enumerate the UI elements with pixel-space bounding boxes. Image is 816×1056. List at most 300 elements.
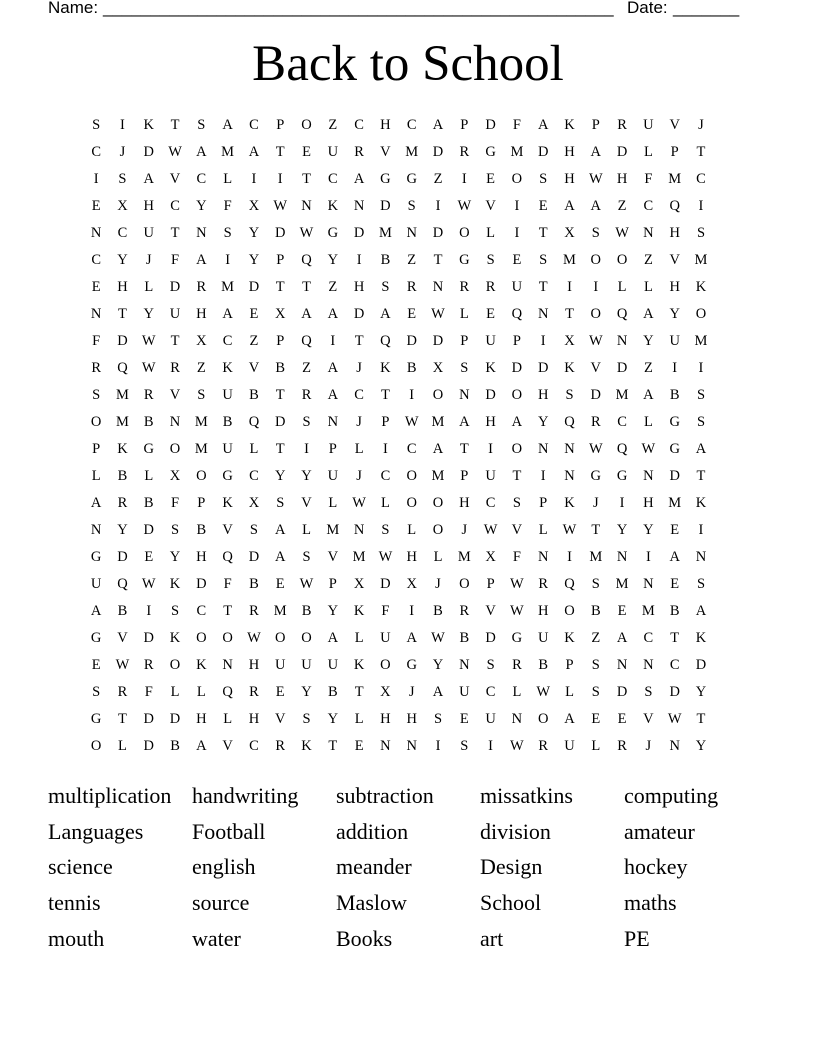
grid-letter: J — [408, 684, 415, 700]
grid-letter: S — [512, 495, 521, 511]
grid-letter: Q — [616, 441, 628, 457]
grid-letter: Q — [564, 414, 575, 430]
grid-letter: K — [169, 576, 181, 592]
grid-letter: D — [196, 576, 207, 592]
grid-letter: Y — [196, 198, 207, 214]
grid-letter: G — [327, 225, 339, 241]
grid-letter: U — [327, 468, 339, 484]
grid-letter: I — [514, 198, 520, 214]
grid-letter: C — [91, 252, 101, 268]
grid-letter: Y — [643, 522, 654, 538]
grid-letter: T — [118, 711, 127, 727]
grid-letter: A — [695, 603, 707, 619]
grid-letter: D — [274, 225, 286, 241]
grid-letter: W — [641, 441, 656, 457]
grid-letter: Q — [380, 333, 391, 349]
grid-letter: S — [696, 576, 706, 592]
grid-letter: E — [486, 171, 496, 187]
grid-letter: G — [90, 549, 102, 565]
grid-letter: U — [169, 306, 181, 322]
grid-letter: O — [432, 495, 444, 511]
grid-letter: O — [196, 468, 207, 484]
grid-letter: O — [616, 252, 628, 268]
grid-letter: B — [301, 603, 312, 619]
grid-letter: V — [511, 522, 523, 538]
grid-letter: N — [537, 441, 549, 457]
grid-letter: A — [695, 441, 707, 457]
grid-letter: Z — [643, 360, 653, 376]
grid-letter: W — [299, 576, 314, 592]
grid-letter: X — [406, 576, 417, 592]
grid-letter: A — [643, 387, 654, 403]
grid-letter: B — [196, 522, 207, 538]
grid-letter: B — [222, 414, 233, 430]
grid-letter: R — [117, 495, 128, 511]
grid-letter: T — [670, 630, 680, 646]
grid-letter: E — [144, 549, 154, 565]
grid-letter: Z — [407, 252, 417, 268]
grid-letter: L — [407, 522, 417, 538]
grid-letter: K — [564, 360, 575, 376]
grid-letter: W — [536, 684, 551, 700]
grid-letter: O — [301, 630, 312, 646]
grid-letter: T — [696, 144, 706, 160]
grid-letter: D — [695, 657, 707, 673]
grid-letter: P — [197, 495, 206, 511]
word-bank-item: subtraction — [336, 783, 434, 809]
grid-letter: A — [406, 630, 417, 646]
grid-letter: S — [591, 225, 600, 241]
grid-letter: H — [669, 279, 680, 295]
grid-letter: M — [273, 603, 287, 619]
grid-letter: O — [432, 387, 444, 403]
grid-letter: I — [435, 198, 441, 214]
grid-letter: D — [432, 144, 444, 160]
grid-letter: A — [196, 738, 207, 754]
grid-letter: C — [249, 117, 259, 133]
grid-letter: N — [616, 333, 628, 349]
grid-letter: M — [694, 333, 708, 349]
grid-letter: D — [117, 333, 128, 349]
grid-letter: A — [143, 171, 154, 187]
grid-letter: S — [302, 549, 311, 565]
grid-row — [83, 112, 714, 139]
grid-letter: P — [276, 252, 285, 268]
grid-letter: I — [567, 279, 572, 295]
grid-letter: I — [304, 441, 309, 457]
grid-letter: Y — [117, 522, 128, 538]
grid-letter: C — [91, 144, 101, 160]
grid-letter: D — [432, 225, 444, 241]
grid-letter: T — [459, 441, 469, 457]
grid-letter: N — [459, 387, 470, 403]
grid-letter: M — [194, 414, 208, 430]
grid-letter: B — [170, 738, 180, 754]
grid-letter: J — [356, 360, 362, 376]
grid-letter: H — [248, 657, 260, 673]
grid-letter: D — [669, 468, 680, 484]
grid-letter: N — [511, 711, 523, 727]
grid-letter: I — [251, 171, 257, 187]
grid-letter: K — [695, 630, 707, 646]
grid-letter: C — [380, 468, 391, 484]
grid-letter: T — [275, 441, 285, 457]
grid-letter: E — [302, 144, 311, 160]
grid-letter: Z — [196, 360, 206, 376]
grid-letter: N — [222, 657, 233, 673]
grid-letter: R — [275, 738, 286, 754]
grid-letter: D — [117, 549, 128, 565]
grid-letter: A — [432, 117, 444, 133]
grid-letter: O — [169, 441, 181, 457]
grid-letter: L — [643, 414, 653, 430]
word-bank-item: science — [48, 854, 113, 880]
grid-letter: T — [433, 252, 443, 268]
grid-letter: I — [567, 549, 572, 565]
grid-letter: Q — [669, 198, 680, 214]
grid-letter: I — [93, 171, 99, 187]
grid-letter: S — [118, 171, 127, 187]
grid-letter: A — [459, 414, 470, 430]
grid-letter: P — [276, 117, 285, 133]
grid-letter: F — [144, 684, 153, 700]
grid-letter: V — [117, 630, 128, 646]
grid-letter: T — [354, 333, 364, 349]
grid-letter: N — [643, 576, 654, 592]
grid-letter: G — [380, 171, 391, 187]
grid-letter: K — [564, 495, 575, 511]
grid-letter: R — [459, 603, 470, 619]
grid-letter: M — [326, 522, 340, 538]
grid-letter: W — [141, 360, 156, 376]
grid-letter: R — [538, 738, 549, 754]
grid-letter: G — [485, 144, 496, 160]
grid-letter: B — [406, 360, 417, 376]
grid-letter: G — [590, 468, 602, 484]
grid-letter: P — [92, 441, 101, 457]
grid-row — [83, 652, 714, 679]
grid-letter: O — [222, 630, 233, 646]
grid-letter: D — [616, 684, 628, 700]
grid-letter: W — [273, 198, 288, 214]
grid-letter: Y — [695, 738, 707, 754]
grid-letter: Q — [511, 306, 523, 322]
grid-row — [83, 247, 714, 274]
grid-letter: D — [169, 279, 181, 295]
grid-letter: G — [406, 171, 417, 187]
grid-letter: H — [380, 117, 391, 133]
grid-letter: R — [354, 144, 364, 160]
grid-letter: A — [327, 630, 339, 646]
grid-letter: L — [223, 711, 233, 727]
grid-letter: T — [538, 225, 548, 241]
grid-letter: S — [591, 657, 600, 673]
grid-letter: N — [643, 657, 654, 673]
grid-letter: G — [669, 441, 680, 457]
grid-letter: J — [145, 252, 152, 268]
word-bank-row — [48, 920, 768, 956]
grid-letter: R — [143, 387, 154, 403]
grid-letter: R — [91, 360, 101, 376]
grid-letter: I — [540, 333, 546, 349]
grid-letter: S — [460, 360, 469, 376]
grid-letter: V — [274, 711, 286, 727]
grid-letter: P — [460, 117, 469, 133]
grid-letter: Y — [301, 684, 312, 700]
grid-letter: N — [643, 225, 654, 241]
grid-letter: L — [354, 711, 364, 727]
grid-letter: O — [169, 657, 181, 673]
grid-letter: O — [274, 630, 286, 646]
grid-letter: K — [117, 441, 128, 457]
grid-letter: Y — [327, 603, 339, 619]
grid-letter: W — [588, 333, 603, 349]
grid-letter: G — [90, 711, 102, 727]
grid-letter: I — [488, 441, 494, 457]
grid-letter: V — [301, 495, 312, 511]
grid-letter: B — [669, 387, 680, 403]
grid-letter: E — [249, 306, 259, 322]
word-bank-item: hockey — [624, 854, 688, 880]
grid-letter: U — [669, 333, 680, 349]
grid-letter: T — [275, 387, 285, 403]
grid-letter: N — [380, 738, 391, 754]
grid-letter: H — [196, 549, 207, 565]
grid-letter: M — [615, 576, 629, 592]
grid-letter: K — [196, 657, 207, 673]
grid-letter: A — [274, 549, 286, 565]
grid-letter: C — [117, 225, 128, 241]
grid-letter: S — [381, 279, 390, 295]
grid-letter: L — [459, 306, 469, 322]
grid-letter: L — [565, 684, 574, 700]
grid-letter: V — [169, 387, 181, 403]
grid-letter: L — [617, 279, 627, 295]
grid-letter: N — [432, 279, 444, 295]
grid-letter: Q — [616, 306, 628, 322]
grid-letter: K — [301, 738, 312, 754]
grid-letter: A — [380, 306, 391, 322]
grid-letter: C — [485, 495, 496, 511]
grid-letter: N — [301, 198, 312, 214]
grid-letter: V — [248, 360, 260, 376]
grid-letter: P — [328, 576, 337, 592]
grid-letter: S — [407, 198, 416, 214]
grid-letter: O — [380, 657, 391, 673]
grid-letter: P — [460, 333, 469, 349]
grid-letter: L — [144, 468, 154, 484]
grid-letter: G — [616, 468, 628, 484]
grid-letter: G — [511, 630, 523, 646]
grid-letter: H — [564, 144, 575, 160]
grid-letter: Y — [301, 468, 312, 484]
grid-letter: A — [616, 630, 628, 646]
grid-letter: N — [695, 549, 707, 565]
grid-letter: M — [694, 252, 708, 268]
grid-letter: S — [92, 684, 101, 700]
grid-letter: F — [223, 198, 232, 214]
grid-letter: J — [356, 468, 362, 484]
grid-letter: V — [327, 549, 339, 565]
grid-letter: S — [171, 603, 180, 619]
grid-letter: R — [117, 684, 128, 700]
grid-letter: D — [353, 306, 365, 322]
grid-letter: W — [431, 306, 445, 322]
grid-letter: I — [409, 603, 415, 619]
grid-letter: U — [643, 117, 654, 133]
grid-letter: S — [696, 387, 706, 403]
grid-letter: T — [538, 279, 548, 295]
grid-letter: I — [645, 549, 651, 565]
grid-letter: O — [459, 576, 470, 592]
grid-letter: U — [511, 279, 523, 295]
grid-letter: G — [143, 441, 154, 457]
grid-letter: M — [221, 279, 235, 295]
grid-letter: R — [301, 387, 312, 403]
grid-row — [83, 679, 714, 706]
grid-letter: W — [141, 333, 156, 349]
grid-letter: D — [143, 522, 154, 538]
grid-letter: M — [615, 387, 629, 403]
grid-letter: H — [564, 171, 575, 187]
grid-letter: P — [486, 576, 495, 592]
grid-letter: Q — [117, 576, 128, 592]
grid-letter: C — [354, 117, 364, 133]
grid-letter: R — [485, 279, 496, 295]
grid-letter: B — [380, 252, 391, 268]
grid-letter: N — [669, 738, 680, 754]
grid-letter: S — [223, 225, 232, 241]
grid-letter: Q — [222, 549, 233, 565]
grid-letter: R — [170, 360, 180, 376]
grid-letter: F — [381, 603, 390, 619]
grid-letter: L — [538, 522, 548, 538]
grid-letter: J — [592, 495, 599, 511]
grid-letter: T — [696, 711, 706, 727]
grid-letter: N — [537, 549, 549, 565]
word-bank-row — [48, 885, 768, 921]
grid-letter: M — [668, 495, 682, 511]
grid-letter: A — [90, 603, 102, 619]
grid-letter: R — [538, 576, 549, 592]
grid-letter: W — [457, 198, 472, 214]
grid-letter: O — [511, 387, 523, 403]
grid-letter: B — [249, 387, 259, 403]
grid-letter: V — [222, 522, 233, 538]
word-bank-item: art — [480, 925, 504, 951]
grid-letter: P — [328, 441, 337, 457]
grid-letter: O — [564, 603, 575, 619]
grid-letter: S — [539, 171, 548, 187]
grid-letter: K — [564, 630, 575, 646]
grid-letter: V — [643, 711, 654, 727]
grid-letter: Q — [301, 252, 312, 268]
grid-letter: E — [538, 198, 548, 214]
grid-letter: F — [644, 171, 653, 187]
grid-letter: O — [459, 225, 470, 241]
grid-row — [83, 139, 714, 166]
word-bank-row — [48, 849, 768, 885]
grid-letter: Z — [617, 198, 627, 214]
grid-letter: M — [589, 549, 603, 565]
grid-letter: C — [196, 603, 207, 619]
grid-letter: B — [249, 576, 259, 592]
grid-letter: H — [669, 225, 680, 241]
grid-letter: K — [353, 603, 365, 619]
grid-letter: N — [353, 522, 365, 538]
grid-letter: B — [538, 657, 549, 673]
word-bank-item: english — [192, 854, 256, 880]
grid-letter: O — [511, 171, 523, 187]
grid-letter: I — [461, 171, 467, 187]
grid-letter: N — [327, 414, 339, 430]
grid-letter: S — [565, 387, 574, 403]
grid-letter: R — [196, 279, 207, 295]
grid-letter: M — [352, 549, 366, 565]
grid-letter: A — [90, 495, 102, 511]
grid-letter: D — [143, 738, 154, 754]
grid-letter: R — [617, 738, 627, 754]
grid-letter: C — [669, 657, 680, 673]
grid-letter: D — [511, 360, 523, 376]
grid-letter: E — [670, 522, 680, 538]
grid-letter: A — [274, 522, 286, 538]
grid-letter: Z — [643, 252, 653, 268]
grid-letter: D — [537, 360, 549, 376]
grid-letter: C — [249, 468, 259, 484]
grid-letter: N — [90, 225, 102, 241]
grid-letter: I — [698, 198, 704, 214]
grid-letter: B — [669, 603, 680, 619]
grid-letter: D — [143, 711, 154, 727]
grid-letter: V — [485, 603, 496, 619]
grid-row — [83, 328, 714, 355]
grid-letter: S — [171, 522, 180, 538]
grid-letter: A — [222, 117, 233, 133]
grid-letter: O — [590, 252, 602, 268]
grid-letter: W — [352, 495, 366, 511]
grid-letter: E — [617, 711, 627, 727]
grid-letter: H — [353, 279, 365, 295]
grid-letter: B — [275, 360, 286, 376]
grid-letter: L — [591, 738, 601, 754]
grid-letter: M — [668, 171, 682, 187]
grid-letter: Q — [564, 576, 575, 592]
word-bank-item: addition — [336, 818, 409, 844]
grid-letter: G — [406, 657, 417, 673]
grid-letter: Z — [302, 360, 311, 376]
grid-letter: L — [196, 684, 206, 700]
grid-letter: O — [196, 630, 207, 646]
grid-letter: P — [276, 333, 285, 349]
grid-letter: H — [537, 387, 549, 403]
grid-letter: S — [486, 252, 495, 268]
grid-letter: J — [645, 738, 652, 754]
grid-letter: N — [537, 306, 549, 322]
header-line — [48, 0, 748, 20]
grid-letter: B — [590, 603, 601, 619]
grid-letter: O — [90, 414, 102, 430]
grid-letter: L — [380, 495, 390, 511]
grid-letter: T — [275, 144, 285, 160]
grid-letter: K — [695, 495, 707, 511]
grid-letter: L — [512, 684, 522, 700]
grid-letter: T — [354, 684, 364, 700]
grid-letter: T — [302, 279, 311, 295]
grid-letter: N — [616, 657, 628, 673]
grid-letter: P — [381, 414, 390, 430]
grid-letter: E — [512, 252, 522, 268]
